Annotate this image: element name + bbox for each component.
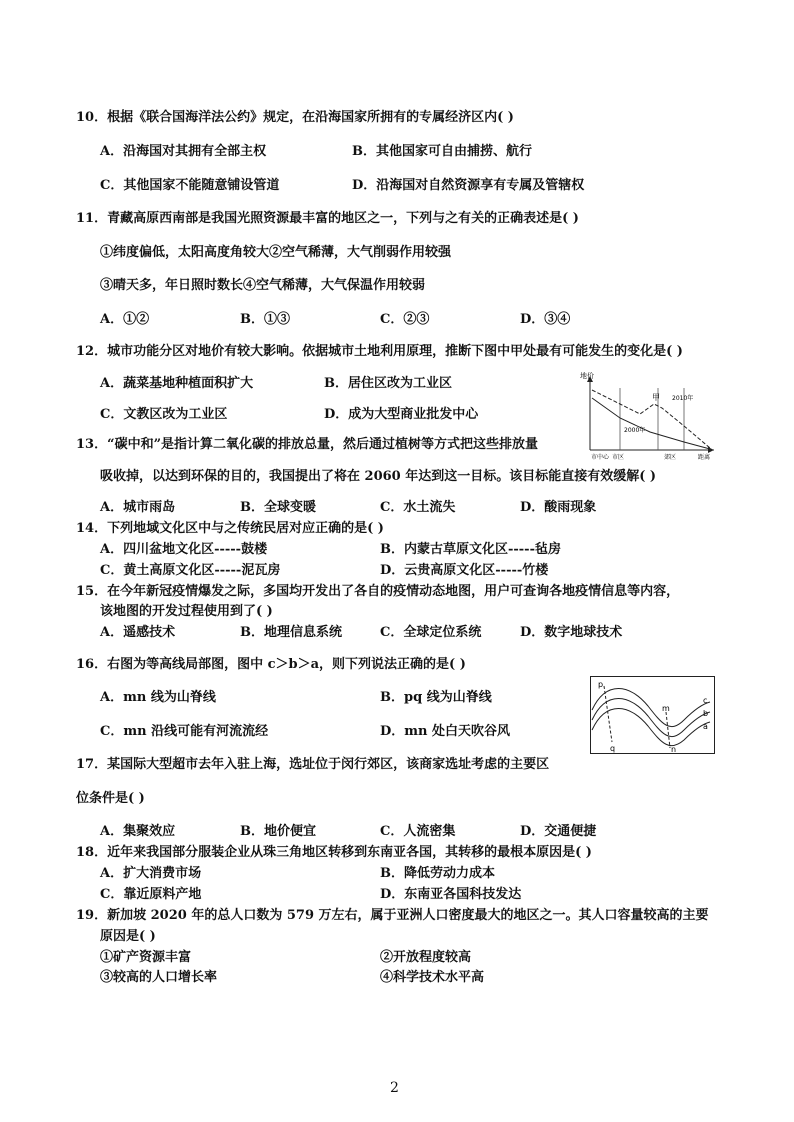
q16-stem: 16．右图为等高线局部图，图中 c＞b＞a，则下列说法正确的是( ) [76,657,466,672]
q19-statement-2: ②开放程度较高 [380,950,472,965]
label-jia: 甲 [652,393,660,402]
q17-option-d: D．交通便捷 [520,824,597,839]
q14-option-d: D．云贵高原文化区-----竹楼 [380,563,549,578]
q12-option-b: B．居住区改为工业区 [324,376,452,391]
q14-option-a: A．四川盆地文化区-----鼓楼 [100,542,268,557]
q16-option-c: C．mn 沿线可能有河流流经 [100,724,269,739]
q16-option-a: A．mn 线为山脊线 [100,690,216,705]
label-2010: 2010年 [672,395,694,402]
q13-option-b: B．全球变暖 [240,500,316,515]
q19-statement-3: ③较高的人口增长率 [100,970,218,985]
q12-stem: 12．城市功能分区对地价有较大影响。依据城市土地利用原理，推断下图中甲处最有可能发生的变化是( ) [76,344,683,359]
label-b: b [703,709,709,718]
q15-option-b: B．地理信息系统 [240,625,342,640]
q17-option-a: A．集聚效应 [100,824,176,839]
q13-option-c: C．水土流失 [380,500,456,515]
q11-option-d: D．③④ [520,312,571,327]
label-2000: 2000年 [624,427,646,434]
q12-option-d: D．成为大型商业批发中心 [324,407,479,422]
q10-option-d: D．沿海国对自然资源享有专属及管辖权 [352,178,585,193]
q19-statement-1: ①矿产资源丰富 [100,950,192,965]
q16-option-b: B．pq 线为山脊线 [380,690,492,705]
q18-option-d: D．东南亚各国科技发达 [380,887,522,902]
q15-option-d: D．数字地球技术 [520,625,623,640]
x-axis-arrow [708,447,714,453]
q13-option-a: A．城市雨岛 [100,500,176,515]
q15-option-c: C．全球定位系统 [380,625,482,640]
line-pq [604,686,612,742]
q10-option-c: C．其他国家不能随意铺设管道 [100,178,280,193]
q10-stem: 10．根据《联合国海洋法公约》规定，在沿海国家所拥有的专属经济区内( ) [76,110,514,125]
q19-statement-4: ④科学技术水平高 [380,970,485,985]
q18-stem: 18．近年来我国部分服装企业从珠三角地区转移到东南亚各国，其转移的最根本原因是( ) [76,845,592,860]
page-number: 2 [390,1080,399,1096]
q12-option-a: A．蔬菜基地种植面积扩大 [100,376,254,391]
q15-stem-line2: 该地图的开发过程使用到了( ) [100,604,273,619]
q19-stem-line2: 原因是( ) [100,929,156,944]
q11-option-a: A．①② [100,312,150,327]
q19-stem-line1: 19．新加坡 2020 年的总人口数为 579 万左右，属于亚洲人口密度最大的地区之一。其人口容量较高的主要 [76,908,709,923]
q13-option-d: D．酸雨现象 [520,500,597,515]
label-n: n [671,745,677,754]
q11-option-b: B．①③ [240,312,290,327]
q17-stem-line2: 位条件是( ) [76,791,145,806]
q11-statement-1: ①纬度偏低，太阳高度角较大②空气稀薄，大气削弱作用较强 [100,245,452,260]
label-m: m [662,704,670,713]
q14-option-b: B．内蒙古草原文化区-----毡房 [380,542,561,557]
q14-option-c: C．黄土高原文化区-----泥瓦房 [100,563,281,578]
contour-figure [590,676,715,754]
label-q: q [610,744,616,753]
q12-option-c: C．文教区改为工业区 [100,407,228,422]
x-axis-label: 距离 [698,454,711,460]
q14-stem: 14．下列地域文化区中与之传统民居对应正确的是( ) [76,521,384,536]
line-mn [666,712,670,748]
q17-option-c: C．人流密集 [380,824,456,839]
q17-stem-line1: 17．某国际大型超市去年入驻上海，选址位于闵行郊区，该商家选址考虑的主要区 [76,757,550,772]
q13-stem-line2: 吸收掉，以达到环保的目的，我国提出了将在 2060 年达到这一目标。该目标能直接有效缓解( ) [100,469,657,484]
contour-frame [591,677,715,754]
q15-stem-line1: 15．在今年新冠疫情爆发之际，多国均开发出了各自的疫情动态地图，用户可查询各地疫情信息等内容， [76,584,680,599]
q18-option-c: C．靠近原料产地 [100,887,202,902]
q15-option-a: A．遥感技术 [100,625,176,640]
land-price-figure [580,370,720,460]
label-city-center: 市中心 [591,454,610,460]
q16-option-d: D．mn 处白天吹谷风 [380,724,511,739]
q11-stem: 11．青藏高原西南部是我国光照资源最丰富的地区之一，下列与之有关的正确表述是( ) [76,211,579,226]
label-urban: 市区 [612,454,625,460]
label-suburb: 郊区 [664,454,677,460]
q18-option-a: A．扩大消费市场 [100,866,202,881]
q17-option-b: B．地价便宜 [240,824,316,839]
y-axis-label: 地价 [580,372,594,380]
label-a: a [703,722,708,731]
q11-option-c: C．②③ [380,312,430,327]
q18-option-b: B．降低劳动力成本 [380,866,495,881]
label-p: p [598,680,604,689]
q10-option-b: B．其他国家可自由捕捞、航行 [352,144,532,159]
label-c: c [703,696,708,705]
q11-statement-2: ③晴天多，年日照时数长④空气稀薄，大气保温作用较弱 [100,278,426,293]
q13-stem-line1: 13．“碳中和”是指计算二氧化碳的排放总量，然后通过植树等方式把这些排放量 [76,437,539,452]
q10-option-a: A．沿海国对其拥有全部主权 [100,144,267,159]
contour-line-b [592,699,710,737]
contour-line-c [592,689,710,727]
